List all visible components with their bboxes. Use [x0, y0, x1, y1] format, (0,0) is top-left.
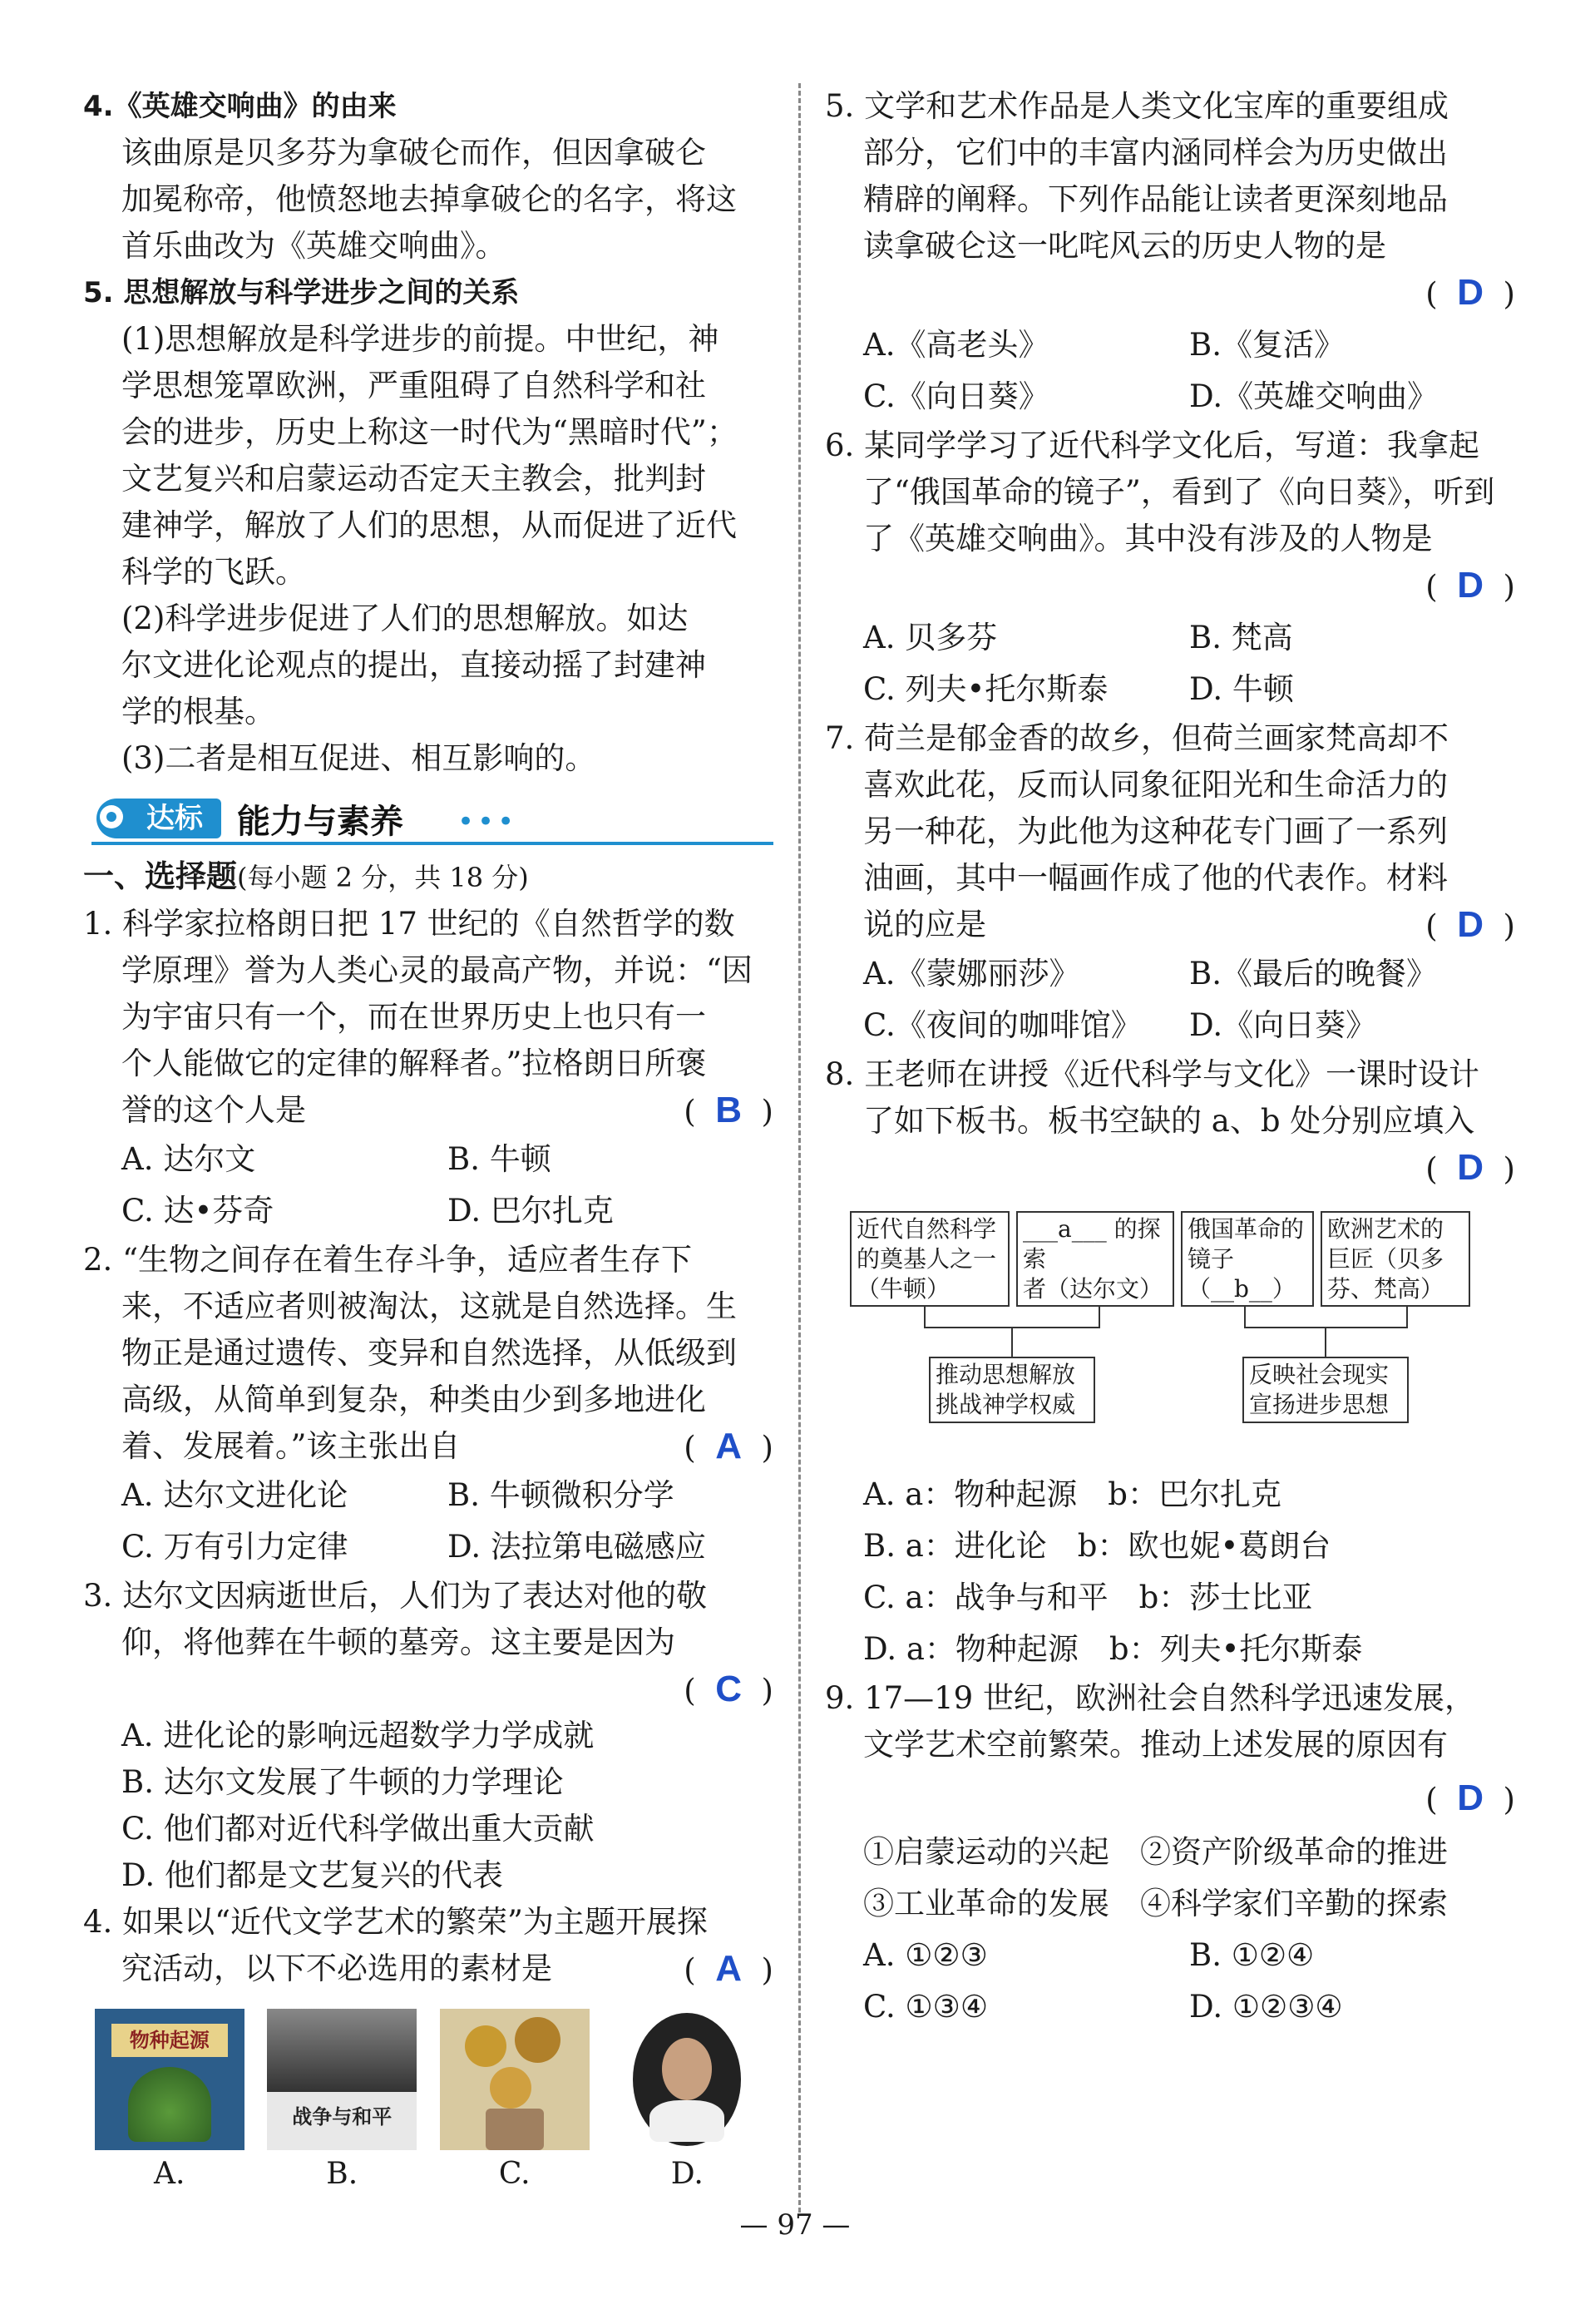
answer-bracket: ( D ) — [1425, 904, 1515, 945]
s5-line: 科学的飞跃。 — [121, 554, 306, 590]
question-line: 1. 科学家拉格朗日把 17 世纪的《自然哲学的数 — [83, 906, 735, 942]
option: A.《蒙娜丽莎》 — [863, 956, 1080, 991]
board-box-art: 欧洲艺术的 巨匠（贝多 芬、梵高） — [1321, 1211, 1470, 1307]
question-line: 究活动，以下不必选用的素材是 ( A ) — [83, 1946, 773, 1992]
options — [83, 1134, 773, 1237]
question-2 — [83, 1237, 773, 1573]
option: A. 贝多芬 — [863, 620, 998, 655]
option: D. 他们都是文艺复兴的代表 — [121, 1857, 503, 1893]
right-column — [825, 83, 1515, 2033]
s5-title: 5. 思想解放与科学进步之间的关系 — [83, 276, 520, 309]
answer-letter: D — [1457, 565, 1484, 606]
option: D. 牛顿 — [1189, 671, 1294, 707]
book-cover-image — [95, 2009, 244, 2150]
question-line: 誉的这个人是 ( B ) — [83, 1087, 773, 1134]
portrait-image — [612, 2009, 762, 2150]
s4-line: 首乐曲改为《英雄交响曲》。 — [121, 228, 506, 264]
option: C. 列夫•托尔斯泰 — [863, 671, 1109, 707]
options — [825, 948, 1515, 1051]
answer-bracket: ( D ) — [1425, 272, 1515, 313]
option: B.《最后的晚餐》 — [1189, 956, 1437, 991]
answer-letter: B — [715, 1090, 743, 1130]
question-line: 说的应是 ( D ) — [825, 902, 1515, 948]
banner-dot-icon — [100, 805, 123, 828]
option: C. 他们都对近代科学做出重大贡献 — [121, 1811, 595, 1847]
option: C. 达•芬奇 — [121, 1193, 274, 1229]
question-line: 仰，将他葬在牛顿的墓旁。这主要是因为 — [121, 1624, 675, 1660]
option: C. a：战争与和平 b：莎士比亚 — [863, 1580, 1313, 1615]
question-line: 4. 如果以“近代文学艺术的繁荣”为主题开展探 — [83, 1904, 708, 1940]
question-line: 了“俄国革命的镜子”，看到了《向日葵》，听到 — [863, 474, 1495, 510]
question-line: 喜欢此花，反而认同象征阳光和生命活力的 — [863, 767, 1448, 803]
question-line: 6. 某同学学习了近代科学文化后，写道：我拿起 — [825, 428, 1480, 463]
question-line: 高级，从简单到复杂，种类由少到多地进化 — [121, 1382, 706, 1417]
answer-bracket: ( D ) — [1425, 1147, 1515, 1188]
question-6 — [825, 423, 1515, 715]
option: A. a：物种起源 b：巴尔扎克 — [863, 1476, 1281, 1512]
answer-letter: D — [1457, 272, 1484, 313]
answer-letter: A — [715, 1948, 743, 1989]
option: D. 巴尔扎克 — [447, 1193, 614, 1229]
question-line: 另一种花，为此他为这种花专门画了一系列 — [863, 813, 1448, 849]
s4-line: 加冕称帝，他愤怒地去掉拿破仑的名字，将这 — [121, 181, 737, 217]
image-caption: B. — [326, 2157, 358, 2191]
sunflowers-painting-image — [440, 2009, 590, 2150]
option: A. 进化论的影响远超数学力学成就 — [121, 1718, 595, 1753]
question-line: 部分，它们中的丰富内涵同样会为历史做出 — [863, 135, 1448, 171]
question-line: 5. 文学和艺术作品是人类文化宝库的重要组成 — [825, 88, 1449, 124]
options — [825, 1469, 1515, 1675]
options — [825, 1930, 1515, 2033]
question-line: 3. 达尔文因病逝世后，人们为了表达对他的敬 — [83, 1578, 708, 1614]
answer-bracket: ( C ) — [684, 1669, 773, 1709]
s5-line: (2)科学进步促进了人们的思想解放。如达 — [121, 601, 689, 636]
section-banner — [83, 790, 773, 848]
option: A. ①②③ — [863, 1937, 988, 1973]
image-options — [83, 2009, 773, 2191]
book-title: 战争与和平 — [292, 2104, 393, 2129]
s5-line: 文艺复兴和启蒙运动否定天主教会，批判封 — [121, 461, 706, 497]
answer-letter: D — [1457, 904, 1484, 945]
option: A.《高老头》 — [863, 327, 1049, 363]
answer-letter: C — [715, 1669, 743, 1709]
question-line: 油画，其中一幅画作成了他的代表作。材料 — [863, 860, 1448, 896]
options — [825, 319, 1515, 423]
banner-tag: 达标 — [96, 799, 221, 838]
question-line: 9. 17—19 世纪，欧洲社会自然科学迅速发展， — [825, 1680, 1475, 1716]
option: B. 牛顿 — [447, 1141, 551, 1177]
book-cover-image — [267, 2009, 417, 2150]
option: D.《英雄交响曲》 — [1189, 378, 1439, 414]
answer-letter: A — [715, 1426, 743, 1466]
option: B. ①②④ — [1189, 1937, 1315, 1973]
board-box-newton: 近代自然科学 的奠基人之一 （牛顿） — [850, 1211, 1010, 1307]
option: A. 达尔文 — [121, 1141, 256, 1177]
question-line: 来，不适应者则被淘汰，这就是自然选择。生 — [121, 1288, 737, 1324]
s5-line: 建神学，解放了人们的思想，从而促进了近代 — [121, 507, 737, 543]
s4-line: 该曲原是贝多芬为拿破仑而作，但因拿破仑 — [121, 135, 706, 171]
image-caption: A. — [154, 2157, 185, 2191]
question-3 — [83, 1573, 773, 1899]
answer-bracket: ( D ) — [1425, 1778, 1515, 1818]
option: D. ①②③④ — [1189, 1989, 1343, 2025]
answer-row — [83, 1666, 773, 1713]
option: B. a：进化论 b：欧也妮•葛朗台 — [863, 1528, 1331, 1564]
options — [83, 1713, 773, 1899]
option: B. 梵高 — [1189, 620, 1293, 655]
image-option-b — [263, 2009, 421, 2191]
question-line: 精辟的阐释。下列作品能让读者更深刻地品 — [863, 181, 1448, 217]
question-line: 文学艺术空前繁荣。推动上述发展的原因有 — [863, 1727, 1448, 1763]
image-option-d — [608, 2009, 766, 2191]
image-option-c — [436, 2009, 594, 2191]
question-1 — [83, 901, 773, 1237]
statement-line: ③工业革命的发展 ④科学家们辛勤的探索 — [863, 1886, 1448, 1921]
image-caption: D. — [670, 2157, 704, 2191]
statement-line: ①启蒙运动的兴起 ②资产阶级革命的推进 — [863, 1834, 1448, 1870]
answer-bracket: ( A ) — [684, 1948, 773, 1989]
option: C. 万有引力定律 — [121, 1529, 348, 1565]
option: B.《复活》 — [1189, 327, 1345, 363]
question-line: 学原理》誉为人类心灵的最高产物，并说：“因 — [121, 952, 753, 988]
s5-line: 学的根基。 — [121, 694, 275, 729]
column-divider — [798, 83, 801, 2213]
question-4 — [83, 1899, 773, 2191]
question-line: 读拿破仑这一叱咤风云的历史人物的是 — [863, 228, 1386, 264]
s5-line: 会的进步，历史上称这一时代为“黑暗时代”； — [121, 414, 738, 450]
option: D.《向日葵》 — [1189, 1007, 1377, 1043]
board-box-bottom-left: 推动思想解放 挑战神学权威 — [929, 1357, 1095, 1423]
question-line: 着、发展着。”该主张出自 ( A ) — [83, 1423, 773, 1470]
question-line: 了如下板书。板书空缺的 a、b 处分别应填入 — [863, 1103, 1475, 1139]
question-line: 个人能做它的定律的解释者。”拉格朗日所褒 — [121, 1046, 707, 1081]
page-number: — 97 — — [739, 2208, 851, 2242]
question-line: 8. 王老师在讲授《近代科学与文化》一课时设计 — [825, 1056, 1480, 1092]
question-9 — [825, 1675, 1515, 2033]
option: B. 达尔文发展了牛顿的力学理论 — [121, 1764, 564, 1800]
board-box-russia: 俄国革命的 镜子（__b__） — [1181, 1211, 1314, 1307]
blackboard-diagram — [850, 1211, 1482, 1452]
option: D. a：物种起源 b：列夫•托尔斯泰 — [863, 1631, 1363, 1667]
banner-title: 能力与素养 — [237, 803, 403, 841]
s5-line: (1)思想解放是科学进步的前提。中世纪，神 — [121, 321, 719, 357]
option: C.《夜间的咖啡馆》 — [863, 1007, 1142, 1043]
question-line: 2. “生物之间存在着生存斗争，适应者生存下 — [83, 1242, 692, 1278]
battle-illustration — [267, 2009, 417, 2092]
answer-row — [825, 1768, 1515, 1827]
image-option-a — [91, 2009, 249, 2191]
option: D. 法拉第电磁感应 — [447, 1529, 706, 1565]
option: C.《向日葵》 — [863, 378, 1049, 414]
s5-line: 尔文进化论观点的提出，直接动摇了封建神 — [121, 647, 706, 683]
question-5 — [825, 83, 1515, 423]
answer-bracket: ( A ) — [684, 1426, 773, 1466]
answer-row — [825, 1145, 1515, 1194]
answer-bracket: ( B ) — [684, 1090, 773, 1130]
banner-rule — [91, 842, 773, 845]
board-box-bottom-right: 反映社会现实 宣扬进步思想 — [1242, 1357, 1409, 1423]
s4-title: 4.《英雄交响曲》的由来 — [83, 90, 397, 123]
question-line: 了《英雄交响曲》。其中没有涉及的人物是 — [863, 521, 1433, 556]
left-column — [83, 83, 773, 2191]
question-8 — [825, 1051, 1515, 1675]
answer-bracket: ( D ) — [1425, 565, 1515, 606]
answer-row — [825, 269, 1515, 319]
option: B. 牛顿微积分学 — [447, 1477, 674, 1513]
tree-illustration — [128, 2067, 211, 2142]
question-7 — [825, 715, 1515, 1051]
s5-line: (3)二者是相互促进、相互影响的。 — [121, 740, 596, 776]
book-title: 物种起源 — [111, 2024, 228, 2057]
image-caption: C. — [498, 2157, 531, 2191]
options — [825, 612, 1515, 715]
banner-dots: ••• — [457, 805, 518, 838]
question-line: 为宇宙只有一个，而在世界历史上也只有一 — [121, 999, 706, 1035]
section-heading: 一、选择题(每小题 2 分，共 18 分) — [83, 858, 529, 894]
option: C. ①③④ — [863, 1989, 989, 2025]
options — [83, 1470, 773, 1573]
option: A. 达尔文进化论 — [121, 1477, 348, 1513]
answer-letter: D — [1457, 1778, 1484, 1818]
question-line: 7. 荷兰是郁金香的故乡，但荷兰画家梵高却不 — [825, 720, 1449, 756]
s5-line: 学思想笼罩欧洲，严重阻碍了自然科学和社 — [121, 368, 706, 403]
answer-row — [825, 562, 1515, 612]
board-box-darwin: ___a___ 的探索 者（达尔文） — [1016, 1211, 1174, 1307]
question-line: 物正是通过遗传、变异和自然选择，从低级到 — [121, 1335, 737, 1371]
answer-letter: D — [1457, 1147, 1484, 1188]
